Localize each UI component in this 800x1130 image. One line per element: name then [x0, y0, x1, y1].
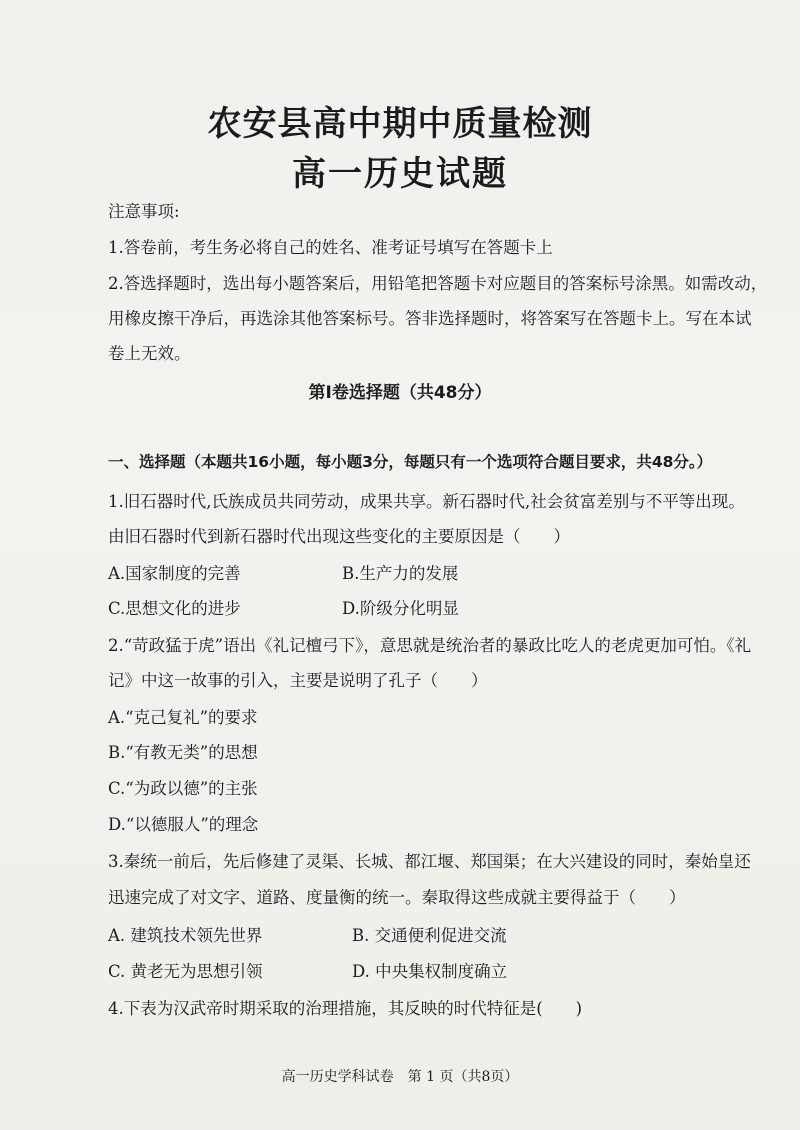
question-1-stem-line-2: 由旧石器时代到新石器时代出现这些变化的主要原因是（ ） — [108, 527, 570, 546]
notice-heading: 注意事项: — [108, 202, 180, 221]
exam-subtitle: 高一历史试题 — [292, 154, 508, 194]
question-4-stem-line-1: 4.下表为汉武帝时期采取的治理措施，其反映的时代特征是( ) — [108, 999, 583, 1018]
question-1-option-c: C.思想文化的进步 — [108, 599, 241, 618]
notice-item-2-line-3: 卷上无效。 — [108, 344, 191, 363]
question-3-option-d: D. 中央集权制度确立 — [352, 962, 508, 981]
part-heading: 一、选择题（本题共16小题，每小题3分，每题只有一个选项符合题目要求，共48分。） — [108, 453, 713, 471]
question-2-option-d: D.“以德服人”的理念 — [108, 815, 259, 834]
section-title: 第Ⅰ卷选择题（共48分） — [308, 383, 492, 403]
question-3-stem-line-1: 3.秦统一前后，先后修建了灵渠、长城、都江堰、郑国渠；在大兴建设的同时，秦始皇还 — [108, 852, 751, 871]
exam-title: 农安县高中期中质量检测 — [207, 104, 593, 144]
question-2-stem-line-2: 记》中这一故事的引入，主要是说明了孔子（ ） — [108, 671, 488, 690]
notice-item-2-line-2: 用橡皮擦干净后，再选涂其他答案标号。答非选择题时，将答案写在答题卡上。写在本试 — [108, 309, 752, 328]
question-1-stem-line-1: 1.旧石器时代,氏族成员共同劳动，成果共享。新石器时代,社会贫富差别与不平等出现。 — [108, 492, 745, 511]
question-2-option-a: A.“克己复礼”的要求 — [108, 708, 258, 727]
notice-item-2-line-1: 2.答选择题时，选出每小题答案后，用铅笔把答题卡对应题目的答案标号涂黑。如需改动， — [108, 274, 768, 293]
question-2-option-c: C.“为政以德”的主张 — [108, 779, 258, 798]
page-footer: 高一历史学科试卷 第 1 页（共8页） — [281, 1069, 519, 1085]
question-1-option-d: D.阶级分化明显 — [342, 599, 459, 618]
question-3-option-a: A. 建筑技术领先世界 — [108, 926, 263, 945]
notice-item-1: 1.答卷前，考生务必将自己的姓名、准考证号填写在答题卡上 — [108, 238, 553, 257]
question-1-option-a: A.国家制度的完善 — [108, 564, 241, 583]
question-2-option-b: B.“有教无类”的思想 — [108, 743, 258, 762]
question-3-stem-line-2: 迅速完成了对文字、道路、度量衡的统一。秦取得这些成就主要得益于（ ） — [108, 888, 686, 907]
question-3-option-b: B. 交通便利促进交流 — [352, 926, 507, 945]
question-2-stem-line-1: 2.“苛政猛于虎”语出《礼记檀弓下》，意思就是统治者的暴政比吃人的老虎更加可怕。《礼 — [108, 636, 752, 655]
question-3-option-c: C. 黄老无为思想引领 — [108, 962, 263, 981]
question-1-option-b: B.生产力的发展 — [342, 564, 459, 583]
